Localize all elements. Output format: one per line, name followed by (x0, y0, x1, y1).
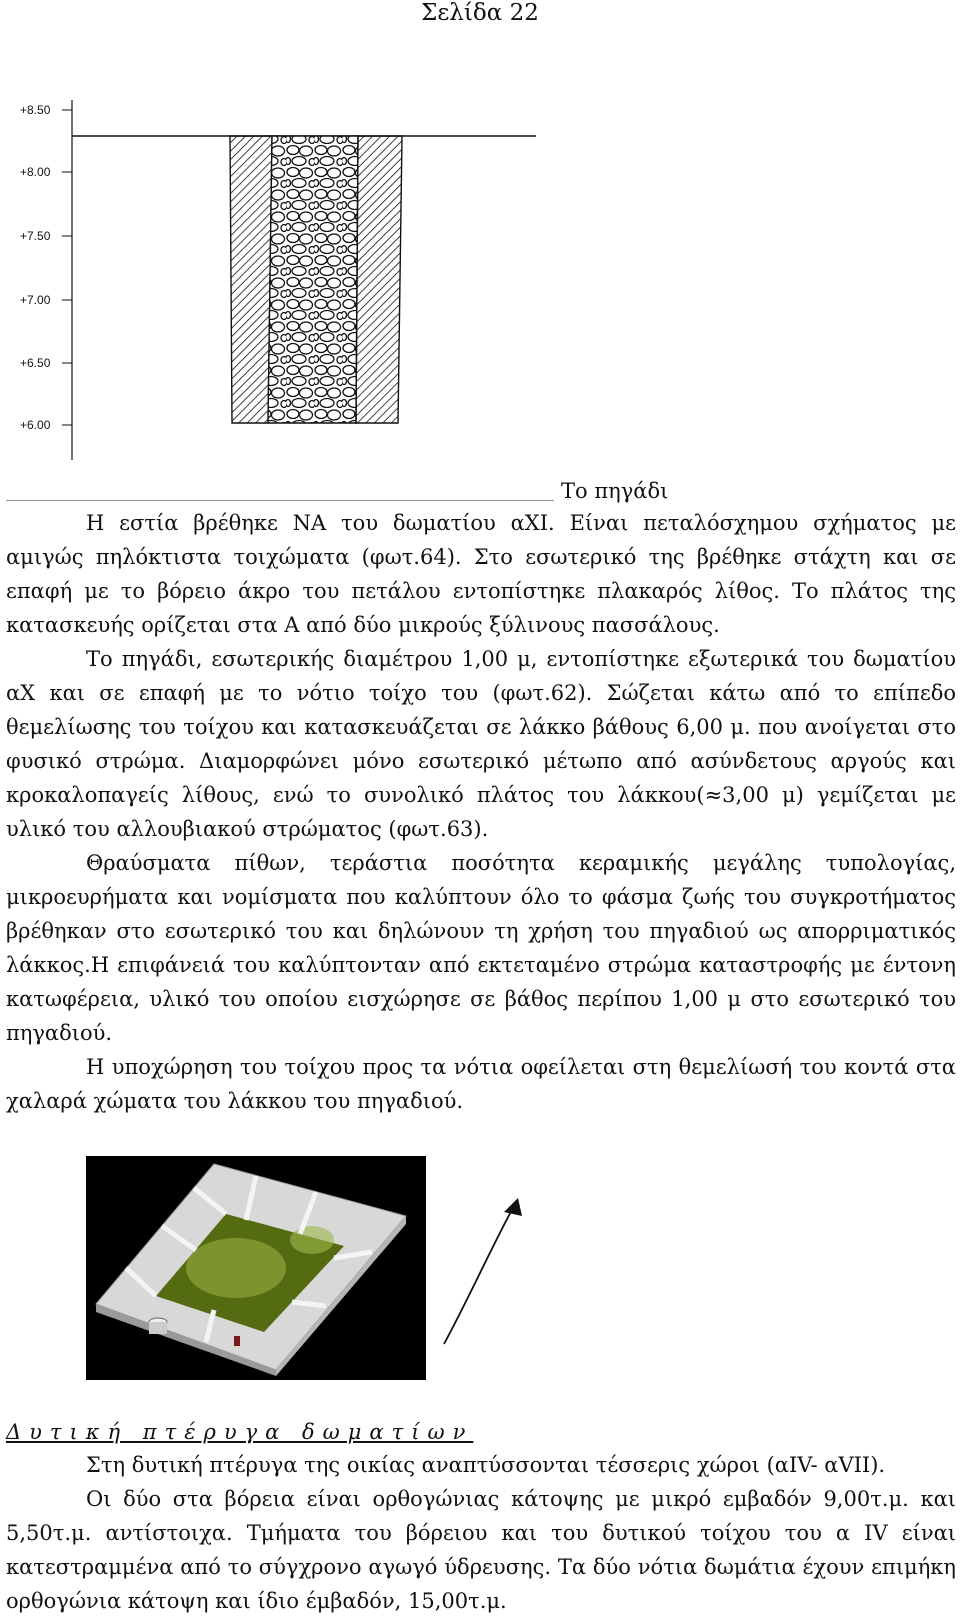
page-number-header: Σελίδα 22 (421, 0, 539, 26)
elevation-label: +6.00 (20, 418, 51, 432)
paragraph: Η εστία βρέθηκε ΝΑ του δωματίου αXI. Είναι πεταλόσχημου σχήματος με αμιγώς πηλόκτιστα τοιχώματα (φωτ.64). Στο εσωτερικό της βρέθηκε στάχτη και σε επαφή με το βόρειο άκρο του πετάλου εντοπίστηκε πλακαρός λίθος. Το πλάτος της κατασκευής ορίζεται στα Α από δύο μικρούς ξύλινους πασσάλους. (6, 511, 956, 637)
paragraph: Στη δυτική πτέρυγα της οικίας αναπτύσσονται τέσσερις χώροι (αIV- αVII). (86, 1453, 886, 1477)
paragraph: Το πηγάδι, εσωτερικής διαμέτρου 1,00 μ, εντοπίστηκε εξωτερικά του δωματίου αΧ και σε επαφή με το νότιο τοίχο του (φωτ.62). Σώζεται κάτω από το επίπεδο θεμελίωσης του τοίχου και κατασκευάζεται σε λάκκο βάθους 6,00 μ. που ανοίγεται στο φυσικό στρώμα. Διαμορφώνει μόνο εσωτερικό μέτωπο από ασύνδετους αργούς και κροκαλοπαγείς λίθους, ενώ το συνολικό πλάτος του λάκκου(≈3,00 μ) γεμίζεται με υλικό του αλλουβιακού στρώματος (φωτ.63). (6, 647, 956, 841)
paragraph: Θραύσματα πίθων, τεράστια ποσότητα κεραμικής μεγάλης τυπολογίας, μικροευρήματα και νομίσματα που καλύπτουν όλο το φάσμα ζωής του συγκροτήματος βρέθηκαν στο εσωτερικό του και δηλώνουν τη χρήση του πηγαδιού ως απορριματικός λάκκος.Η επιφάνειά του καλύπτονταν από εκτεταμένο στρώμα καταστροφής με έντονη κατωφέρεια, υλικό του οποίου εισχώρησε σε βάθος περίπου 1,00 μ στο εσωτερικό του πηγαδιού. (6, 851, 956, 1045)
stone-fill (268, 136, 358, 423)
body-text (6, 506, 956, 1118)
paragraph: Η υποχώρηση του τοίχου προς τα νότια οφείλεται στη θεμελίωσή του κοντά στα χαλαρά χώματα του λάκκου του πηγαδιού. (6, 1055, 956, 1113)
house-3d-render (86, 1156, 426, 1380)
elevation-label: +8.00 (20, 165, 51, 179)
elevation-label: +7.50 (20, 229, 51, 243)
house-3d-render-image (86, 1156, 426, 1380)
section-text (6, 1448, 956, 1618)
section-heading: Δυτική πτέρυγα δωματίων (6, 1420, 474, 1444)
courtyard-light (290, 1226, 334, 1254)
well-section-drawing (6, 78, 556, 478)
right-hatched-wall (356, 136, 402, 423)
north-arrow (440, 1196, 530, 1348)
elevation-label: +7.00 (20, 293, 51, 307)
courtyard-light (186, 1238, 286, 1298)
caption-rule (6, 500, 554, 501)
paragraph: Οι δύο στα βόρεια είναι ορθογώνιας κάτοψης με μικρό εμβαδόν 9,00τ.μ. και 5,50τ.μ. αντίστοιχα. Τμήματα του βόρειου και του δυτικού τοίχου του α IV είναι κατεστραμμένα από το σύγχρονο αγωγό ύδρευσης. Τα δύο νότια δωμάτια έχουν επιμήκη ορθογώνια κάτοψη και ίδιο έμβαδόν, 15,00τ.μ. (6, 1487, 956, 1613)
left-hatched-wall (230, 136, 272, 423)
scale-ticks (62, 110, 72, 425)
elevation-label: +6.50 (20, 356, 51, 370)
elevation-label: +8.50 (20, 103, 51, 117)
figure-caption: Το πηγάδι (561, 479, 669, 503)
